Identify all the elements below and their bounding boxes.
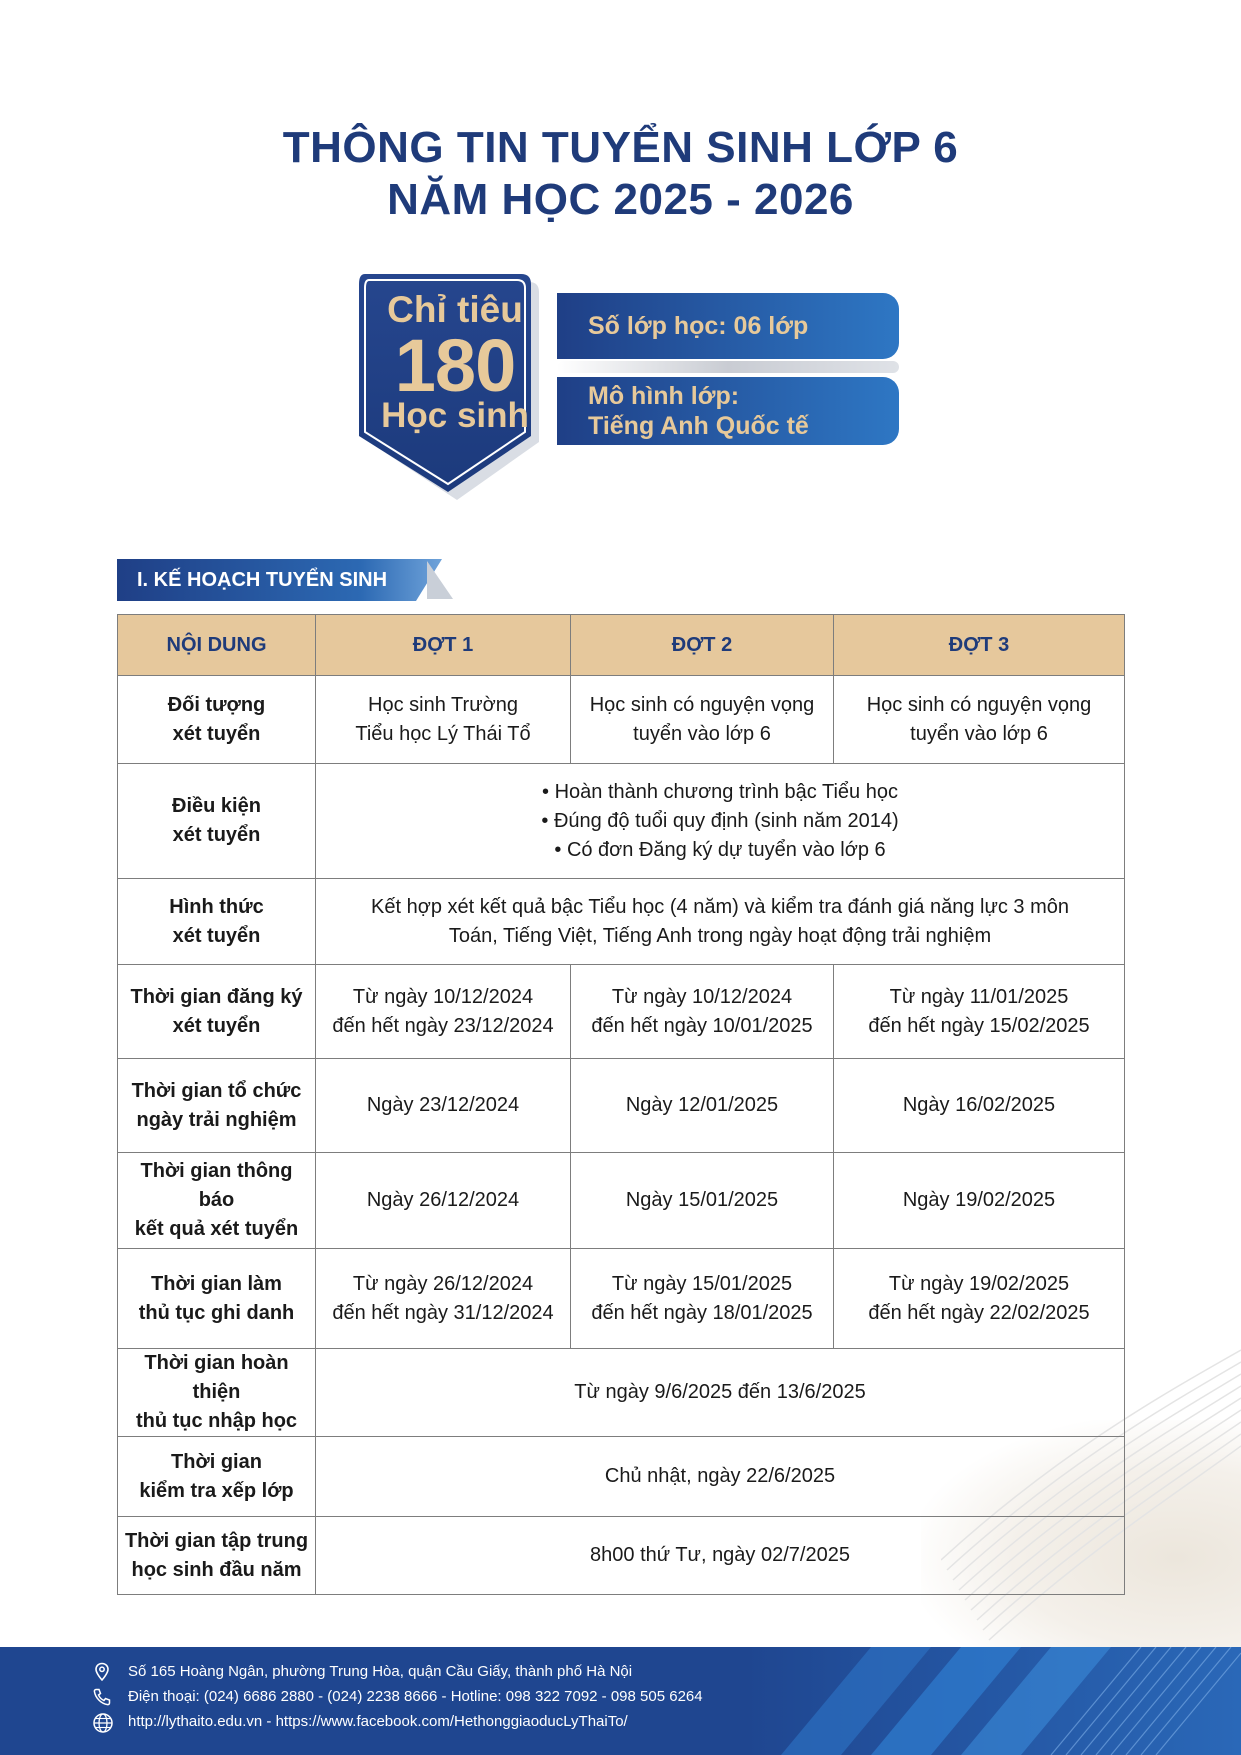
cell-line: đến hết ngày 18/01/2025 bbox=[591, 1301, 813, 1324]
class-model-banner bbox=[557, 377, 899, 445]
row-experience-day bbox=[118, 1059, 1125, 1153]
footer-decorative-stripes bbox=[721, 1647, 1241, 1755]
cell-line: Từ ngày 11/01/2025 bbox=[889, 985, 1069, 1008]
row-enrollment-procedure bbox=[118, 1249, 1125, 1349]
row-label bbox=[118, 676, 316, 764]
row-label bbox=[118, 1349, 316, 1437]
row-label-line: xét tuyển bbox=[172, 1014, 261, 1037]
cell-round-1 bbox=[316, 965, 571, 1059]
row-registration bbox=[118, 965, 1125, 1059]
row-method bbox=[118, 879, 1125, 965]
header-content: NỘI DUNG bbox=[118, 615, 316, 676]
row-label-line: ngày trải nghiệm bbox=[136, 1108, 297, 1131]
row-label-line: Thời gian tổ chức bbox=[131, 1079, 302, 1102]
location-pin-icon bbox=[92, 1662, 116, 1682]
cell-round-2 bbox=[571, 1249, 834, 1349]
row-label-line: thủ tục ghi danh bbox=[138, 1301, 295, 1324]
admission-plan-table bbox=[117, 614, 1125, 1595]
section-header bbox=[117, 559, 457, 601]
row-label-line: kiểm tra xếp lớp bbox=[139, 1479, 294, 1502]
address-text: Số 165 Hoàng Ngân, phường Trung Hòa, quận Cầu Giấy, thành phố Hà Nội bbox=[128, 1663, 633, 1681]
row-label bbox=[118, 1249, 316, 1349]
row-label bbox=[118, 764, 316, 879]
cell-line: đến hết ngày 10/01/2025 bbox=[591, 1014, 813, 1037]
row-label bbox=[118, 879, 316, 965]
cell-round-2: Ngày 12/01/2025 bbox=[571, 1059, 834, 1153]
list-item: • Đúng độ tuổi quy định (sinh năm 2014) bbox=[322, 807, 1118, 836]
quota-badge bbox=[355, 270, 555, 500]
cell-line: Từ ngày 10/12/2024 bbox=[352, 985, 534, 1008]
section-title: I. KẾ HOẠCH TUYỂN SINH bbox=[137, 569, 388, 591]
badge-number: 180 bbox=[394, 324, 516, 407]
cell-round-3 bbox=[834, 676, 1125, 764]
cell-line: Học sinh Trường bbox=[368, 693, 518, 716]
cell-round-2 bbox=[571, 676, 834, 764]
cell-line: Kết hợp xét kết quả bậc Tiểu học (4 năm) và kiểm tra đánh giá năng lực 3 môn bbox=[371, 895, 1069, 918]
row-first-day bbox=[118, 1517, 1125, 1595]
cell-line: đến hết ngày 31/12/2024 bbox=[332, 1301, 554, 1324]
cell-round-2: Ngày 15/01/2025 bbox=[571, 1153, 834, 1249]
cell-line: Tiểu học Lý Thái Tổ bbox=[355, 722, 531, 745]
footer-address bbox=[92, 1662, 632, 1682]
cell-line: Từ ngày 15/01/2025 bbox=[611, 1272, 793, 1295]
cell-line: Toán, Tiếng Việt, Tiếng Anh trong ngày hoạt động trải nghiệm bbox=[448, 924, 992, 947]
phone-text: Điện thoại: (024) 6686 2880 - (024) 2238 8666 - Hotline: 098 322 7092 - 098 505 6264 bbox=[128, 1688, 703, 1706]
list-item: • Có đơn Đăng ký dự tuyển vào lớp 6 bbox=[322, 836, 1118, 865]
row-label-line: thủ tục nhập học bbox=[135, 1410, 298, 1432]
cell-line: Từ ngày 26/12/2024 bbox=[352, 1272, 534, 1295]
row-conditions bbox=[118, 764, 1125, 879]
class-model-label: Mô hình lớp: bbox=[588, 382, 740, 410]
cell-line: Từ ngày 10/12/2024 bbox=[611, 985, 793, 1008]
row-label-line: học sinh đầu năm bbox=[131, 1558, 302, 1581]
class-model-value: Tiếng Anh Quốc tế bbox=[588, 412, 809, 440]
row-label-line: kết quả xét tuyển bbox=[134, 1218, 299, 1240]
row-label-line: Thời gian tập trung bbox=[124, 1529, 309, 1552]
footer bbox=[0, 1647, 1241, 1755]
cell-line: Học sinh có nguyện vọng bbox=[589, 693, 815, 716]
table-header-row bbox=[118, 615, 1125, 676]
row-label-line: xét tuyển bbox=[172, 824, 261, 846]
banner-divider bbox=[557, 361, 899, 373]
row-label-line: Thời gian đăng ký bbox=[130, 985, 303, 1008]
cell-round-2 bbox=[571, 965, 834, 1059]
web-links[interactable]: http://lythaito.edu.vn - https://www.facebook.com/HethonggiaoducLyThaiTo/ bbox=[128, 1713, 628, 1731]
row-label-line: Thời gian hoàn thiện bbox=[144, 1352, 289, 1403]
header-round-1: ĐỢT 1 bbox=[316, 615, 571, 676]
row-label bbox=[118, 1517, 316, 1595]
merged-cell: 8h00 thứ Tư, ngày 02/7/2025 bbox=[316, 1517, 1125, 1595]
row-label-line: Thời gian thông báo bbox=[140, 1160, 293, 1211]
badge-label-top: Chỉ tiêu bbox=[387, 289, 523, 330]
cell-line: Từ ngày 19/02/2025 bbox=[888, 1272, 1070, 1295]
cell-line: Học sinh có nguyện vọng bbox=[866, 693, 1092, 716]
cell-line: đến hết ngày 23/12/2024 bbox=[332, 1014, 554, 1037]
cell-line: đến hết ngày 15/02/2025 bbox=[868, 1014, 1090, 1037]
row-label-line: xét tuyển bbox=[172, 924, 261, 947]
cell-round-3 bbox=[834, 965, 1125, 1059]
class-count-banner bbox=[557, 293, 899, 359]
cell-line: tuyển vào lớp 6 bbox=[633, 722, 771, 745]
row-label bbox=[118, 1153, 316, 1249]
globe-icon bbox=[92, 1712, 116, 1732]
footer-web[interactable] bbox=[92, 1712, 628, 1732]
row-results bbox=[118, 1153, 1125, 1249]
cell-line: đến hết ngày 22/02/2025 bbox=[868, 1301, 1090, 1324]
page-title bbox=[0, 122, 1241, 226]
row-label-line: Đối tượng bbox=[167, 693, 266, 716]
merged-cell: Từ ngày 9/6/2025 đến 13/6/2025 bbox=[316, 1349, 1125, 1437]
header-round-3: ĐỢT 3 bbox=[834, 615, 1125, 676]
row-label-line: Hình thức bbox=[169, 895, 264, 918]
row-admission-completion bbox=[118, 1349, 1125, 1437]
badge-label-bottom: Học sinh bbox=[381, 396, 529, 435]
row-label bbox=[118, 1059, 316, 1153]
row-label-line: Thời gian làm bbox=[151, 1272, 282, 1295]
cell-line: tuyển vào lớp 6 bbox=[910, 722, 1048, 745]
cell-round-1: Ngày 26/12/2024 bbox=[316, 1153, 571, 1249]
merged-cell: Chủ nhật, ngày 22/6/2025 bbox=[316, 1437, 1125, 1517]
section-header-fold bbox=[427, 561, 453, 599]
row-label bbox=[118, 965, 316, 1059]
cell-round-1: Ngày 23/12/2024 bbox=[316, 1059, 571, 1153]
title-line-2: NĂM HỌC 2025 - 2026 bbox=[387, 175, 854, 224]
title-line-1: THÔNG TIN TUYỂN SINH LỚP 6 bbox=[282, 123, 959, 172]
conditions-list bbox=[316, 764, 1125, 879]
method-cell bbox=[316, 879, 1125, 965]
row-label-line: Điều kiện bbox=[172, 795, 261, 817]
cell-round-3 bbox=[834, 1249, 1125, 1349]
cell-round-1 bbox=[316, 1249, 571, 1349]
cell-round-1 bbox=[316, 676, 571, 764]
row-target bbox=[118, 676, 1125, 764]
phone-icon bbox=[92, 1687, 116, 1707]
row-label bbox=[118, 1437, 316, 1517]
list-item: • Hoàn thành chương trình bậc Tiểu học bbox=[322, 778, 1118, 807]
row-placement-test bbox=[118, 1437, 1125, 1517]
footer-phone bbox=[92, 1687, 703, 1707]
cell-round-3: Ngày 16/02/2025 bbox=[834, 1059, 1125, 1153]
row-label-line: Thời gian bbox=[171, 1450, 262, 1473]
row-label-line: xét tuyển bbox=[172, 722, 261, 745]
class-count-text: Số lớp học: 06 lớp bbox=[588, 312, 809, 340]
cell-round-3: Ngày 19/02/2025 bbox=[834, 1153, 1125, 1249]
header-round-2: ĐỢT 2 bbox=[571, 615, 834, 676]
